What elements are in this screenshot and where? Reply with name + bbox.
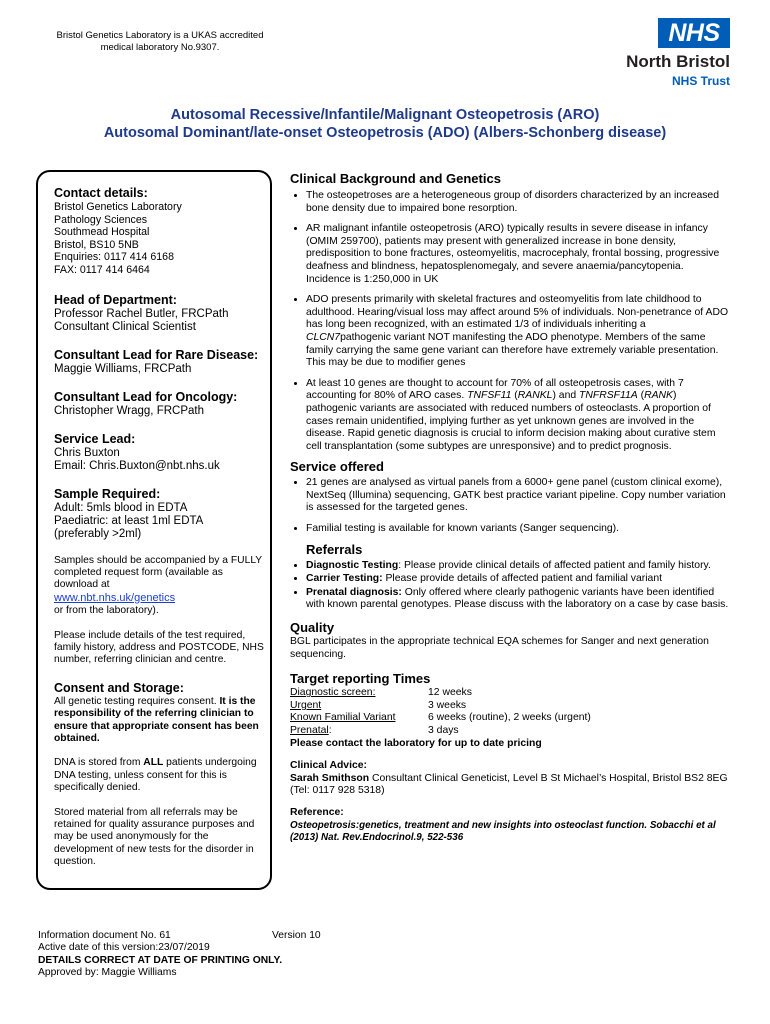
rare-disease-heading: Consultant Lead for Rare Disease: [54, 347, 259, 362]
tat-label: Urgent [290, 699, 322, 711]
clinical-advice-text [290, 773, 730, 798]
gene-alias: RANK [644, 390, 673, 402]
list-item: • At least 10 genes are thought to account for 70% of all osteopetrosis cases, with 7 accounting for 80% of ARO cases. TNFSF11 (RANKL) and TNFRSF11A (RANK) pathogenic variants are associated with reduced numbers of osteoclasts. A proportion of cases remain unidentified, implying further as yet unknown genes are involved in the disease. Rapid genetic diagnosis is crucial to inform decision making about curative stem cell transplantation (some subtypes are unresponsive) and to predict prognosis. [306, 378, 730, 454]
advisor-name: Sarah Smithson [290, 772, 370, 784]
consent-responsibility: It is the responsibility of the referring clinician to ensure that appropriate consent has been obtained. [54, 695, 259, 745]
list-item: • Familial testing is available for known variants (Sanger sequencing). [306, 523, 730, 536]
tat-value: 3 days [428, 725, 459, 736]
samples-note-text: Samples should be accompanied by a FULLY completed request form (available as download at [54, 554, 262, 591]
main-content [290, 171, 730, 845]
list-item [306, 294, 730, 370]
referral-text: Please provide details of affected patient and familial variant [385, 573, 662, 585]
dna-text-end: patients undergoing DNA testing, unless consent for this is specifically denied. [54, 757, 257, 794]
oncology-lead: Christopher Wragg, FRCPath [54, 404, 204, 417]
contact-fax: FAX: 0117 414 6464 [54, 263, 150, 276]
consent-plain: All genetic testing requires consent. [54, 695, 217, 707]
service-lead-name: Chris Buxton [54, 446, 120, 459]
consent-heading: Consent and Storage: [54, 680, 184, 695]
table-row [290, 712, 730, 725]
tat-label-text: Prenatal [290, 725, 329, 736]
clinical-background-heading: Clinical Background and Genetics [290, 171, 501, 186]
sample-heading: Sample Required: [54, 486, 161, 501]
dna-storage-note [54, 757, 264, 794]
contact-heading: Contact details: [54, 186, 148, 200]
list-item [306, 573, 730, 586]
nhs-trust-name: NHS Trust [671, 74, 730, 88]
footer [38, 930, 338, 980]
clinical-advice-heading: Clinical Advice: [290, 760, 367, 772]
referrals-list [290, 560, 730, 612]
hod-role: Consultant Clinical Scientist [54, 320, 196, 333]
quality-heading: Quality [290, 620, 335, 636]
document-title [0, 106, 770, 142]
genetics-link[interactable]: www.nbt.nhs.uk/genetics [54, 591, 176, 604]
referrals-heading: Referrals [306, 541, 363, 557]
gene-alias: RANKL [517, 390, 553, 402]
reference-heading: Reference: [290, 806, 344, 818]
referral-text: : Please provide clinical details of affected patient and family history. [398, 559, 711, 571]
quality-text: BGL participates in the appropriate technical EQA schemes for Sanger and next generation sequencing. [290, 636, 709, 660]
dna-text: DNA is stored from [54, 757, 141, 769]
sample-preferred: (preferably >2ml) [54, 527, 142, 540]
gene-name: TNFSF11 [467, 390, 512, 402]
dna-all: ALL [143, 757, 164, 769]
accreditation-note: Bristol Genetics Laboratory is a UKAS accredited medical laboratory No.9307. [56, 30, 264, 53]
advisor-details: Consultant Clinical Geneticist, Level B St Michael’s Hospital, Bristol BS2 8EG (Tel: 0117 928 5318) [290, 772, 728, 797]
referral-text: Only offered where clearly pathogenic variants have been identified with known parental genotypes. Please discuss with the laboratory on a case by case basis. [306, 586, 729, 611]
service-list [290, 477, 730, 535]
service-heading: Service offered [290, 459, 384, 475]
table-row [290, 700, 730, 713]
rare-disease-lead: Maggie Williams, FRCPath [54, 362, 192, 375]
title-line-2: Autosomal Dominant/late-onset Osteopetrosis (ADO) (Albers-Schonberg disease) [103, 125, 667, 141]
sample-requirements [54, 502, 264, 541]
nhs-logo [610, 18, 730, 90]
sample-paediatric: Paediatric: at least 1ml EDTA [54, 514, 204, 527]
referral-label: Prenatal diagnosis: [306, 586, 402, 598]
samples-note [54, 555, 264, 618]
title-line-1: Autosomal Recessive/Infantile/Malignant Osteopetrosis (ARO) [170, 107, 600, 123]
referral-label: Diagnostic Testing [306, 559, 399, 571]
bullet-text: pathogenic variants are associated with reduced numbers of osteoclasts. A proportion of cases remain unidentified, implying further as yet unknown genes are involved in the disease. Rapid genetic diagnosis is crucial to inform decision making about curative stem cell transplantation (some subtypes are unresponsive) and to predict prognosis. [306, 402, 716, 452]
bullet-text: ADO presents primarily with skeletal fractures and osteomyelitis from late childhood to adulthood. Hearing/visual loss may affect around 5% of individuals. Non-penetrance of ADO has long been recognized, with an estimated 1/3 of individuals inheriting a [306, 294, 729, 331]
hod-name: Professor Rachel Butler, FRCPath [54, 307, 229, 320]
list-item: • AR malignant infantile osteopetrosis (ARO) typically results in severe disease in infancy (OMIM 259700), patients may present with generalized increase in bone density, predisposition to bone fractures, osteomyelitis, macrocephaly, frontal bossing, progressive deafness and blindness, hepatosplenomegaly, and severe anaemia/pancytopenia. Incidence is 1:250,000 in UK [306, 223, 730, 286]
list-item: • 21 genes are analysed as virtual panels from a 6000+ gene panel (custom clinical exome), NextSeq (Illumina) sequencing, GATK best practice variant pipeline. Copy number variation is assessed for the targeted genes. [306, 477, 730, 515]
footer-row [38, 930, 338, 942]
active-date: Active date of this version:23/07/2019 [38, 942, 210, 954]
nhs-org-name: North Bristol [626, 52, 730, 71]
tat-heading: Target reporting Times [290, 671, 431, 687]
gene-name: TNFRSF11A [579, 390, 638, 402]
contact-address [54, 201, 264, 277]
list-item: • The osteopetroses are a heterogeneous group of disorders characterized by an increased bone density due to impaired bone resorption. [306, 190, 730, 215]
document-version: Version 10 [272, 930, 321, 941]
service-lead-email[interactable]: Email: Chris.Buxton@nbt.nhs.uk [54, 459, 220, 472]
list-item [306, 560, 730, 573]
contact-panel [36, 170, 272, 890]
tat-value: 6 weeks (routine), 2 weeks (urgent) [428, 712, 591, 724]
bullet-text: At least 10 genes are thought to account for 70% of all osteopetrosis cases, with 7 accounting for 80% of ARO cases. [306, 377, 684, 402]
referral-label: Carrier Testing: [306, 573, 383, 585]
tat-label: Known Familial Variant [290, 712, 396, 724]
stored-material-note: Stored material from all referrals may be retained for quality assurance purposes and may be used anonymously for the development of new tests for the disorder in question. [54, 806, 255, 868]
contact-line: Bristol Genetics Laboratory [54, 201, 182, 213]
tat-label: Diagnostic screen: [290, 687, 376, 699]
tat-value: 3 weeks [428, 699, 467, 711]
approved-by: Approved by: Maggie Williams [38, 967, 177, 979]
hod-heading: Head of Department: [54, 292, 177, 307]
sample-adult: Adult: 5mls blood in EDTA [54, 501, 188, 514]
include-note: Please include details of the test required, family history, address and POSTCODE, NHS number, referring clinician and centre. [54, 629, 264, 666]
pricing-note: Please contact the laboratory for up to date pricing [290, 737, 542, 749]
bullet-text: and [558, 390, 577, 402]
hod-details [54, 308, 264, 334]
document-number: Information document No. 61 [38, 930, 171, 941]
consent-text [54, 696, 264, 746]
printing-disclaimer: DETAILS CORRECT AT DATE OF PRINTING ONLY. [38, 954, 283, 966]
list-item [306, 587, 730, 612]
bullet-text: pathogenic variant NOT manifesting the ADO phenotype. Members of the same family carrying the same gene variant can therefore have extremely variable presentation. This may be due to modifier genes [306, 331, 719, 369]
service-lead-heading: Service Lead: [54, 431, 136, 446]
contact-line: Southmead Hospital [54, 226, 150, 239]
gene-name: CLCN7 [306, 331, 341, 343]
contact-phone: Enquiries: 0117 414 6168 [54, 251, 174, 264]
table-row [290, 687, 730, 700]
table-row [290, 725, 730, 738]
samples-note-end: or from the laboratory). [54, 605, 159, 617]
contact-line: Pathology Sciences [54, 213, 148, 226]
tat-colon: : [328, 725, 332, 736]
tat-table [290, 687, 730, 737]
contact-line: Bristol, BS10 5NB [54, 238, 139, 251]
oncology-heading: Consultant Lead for Oncology: [54, 389, 238, 404]
clinical-background-list [290, 190, 730, 453]
tat-value: 12 weeks [428, 687, 472, 699]
reference-text: Osteopetrosis:genetics, treatment and new insights into osteoclast function. Sobacchi et al (2013) Nat. Rev.Endocrinol.9, 522-536 [290, 819, 716, 844]
nhs-logo-mark: NHS [658, 18, 730, 48]
tat-label [290, 725, 428, 738]
